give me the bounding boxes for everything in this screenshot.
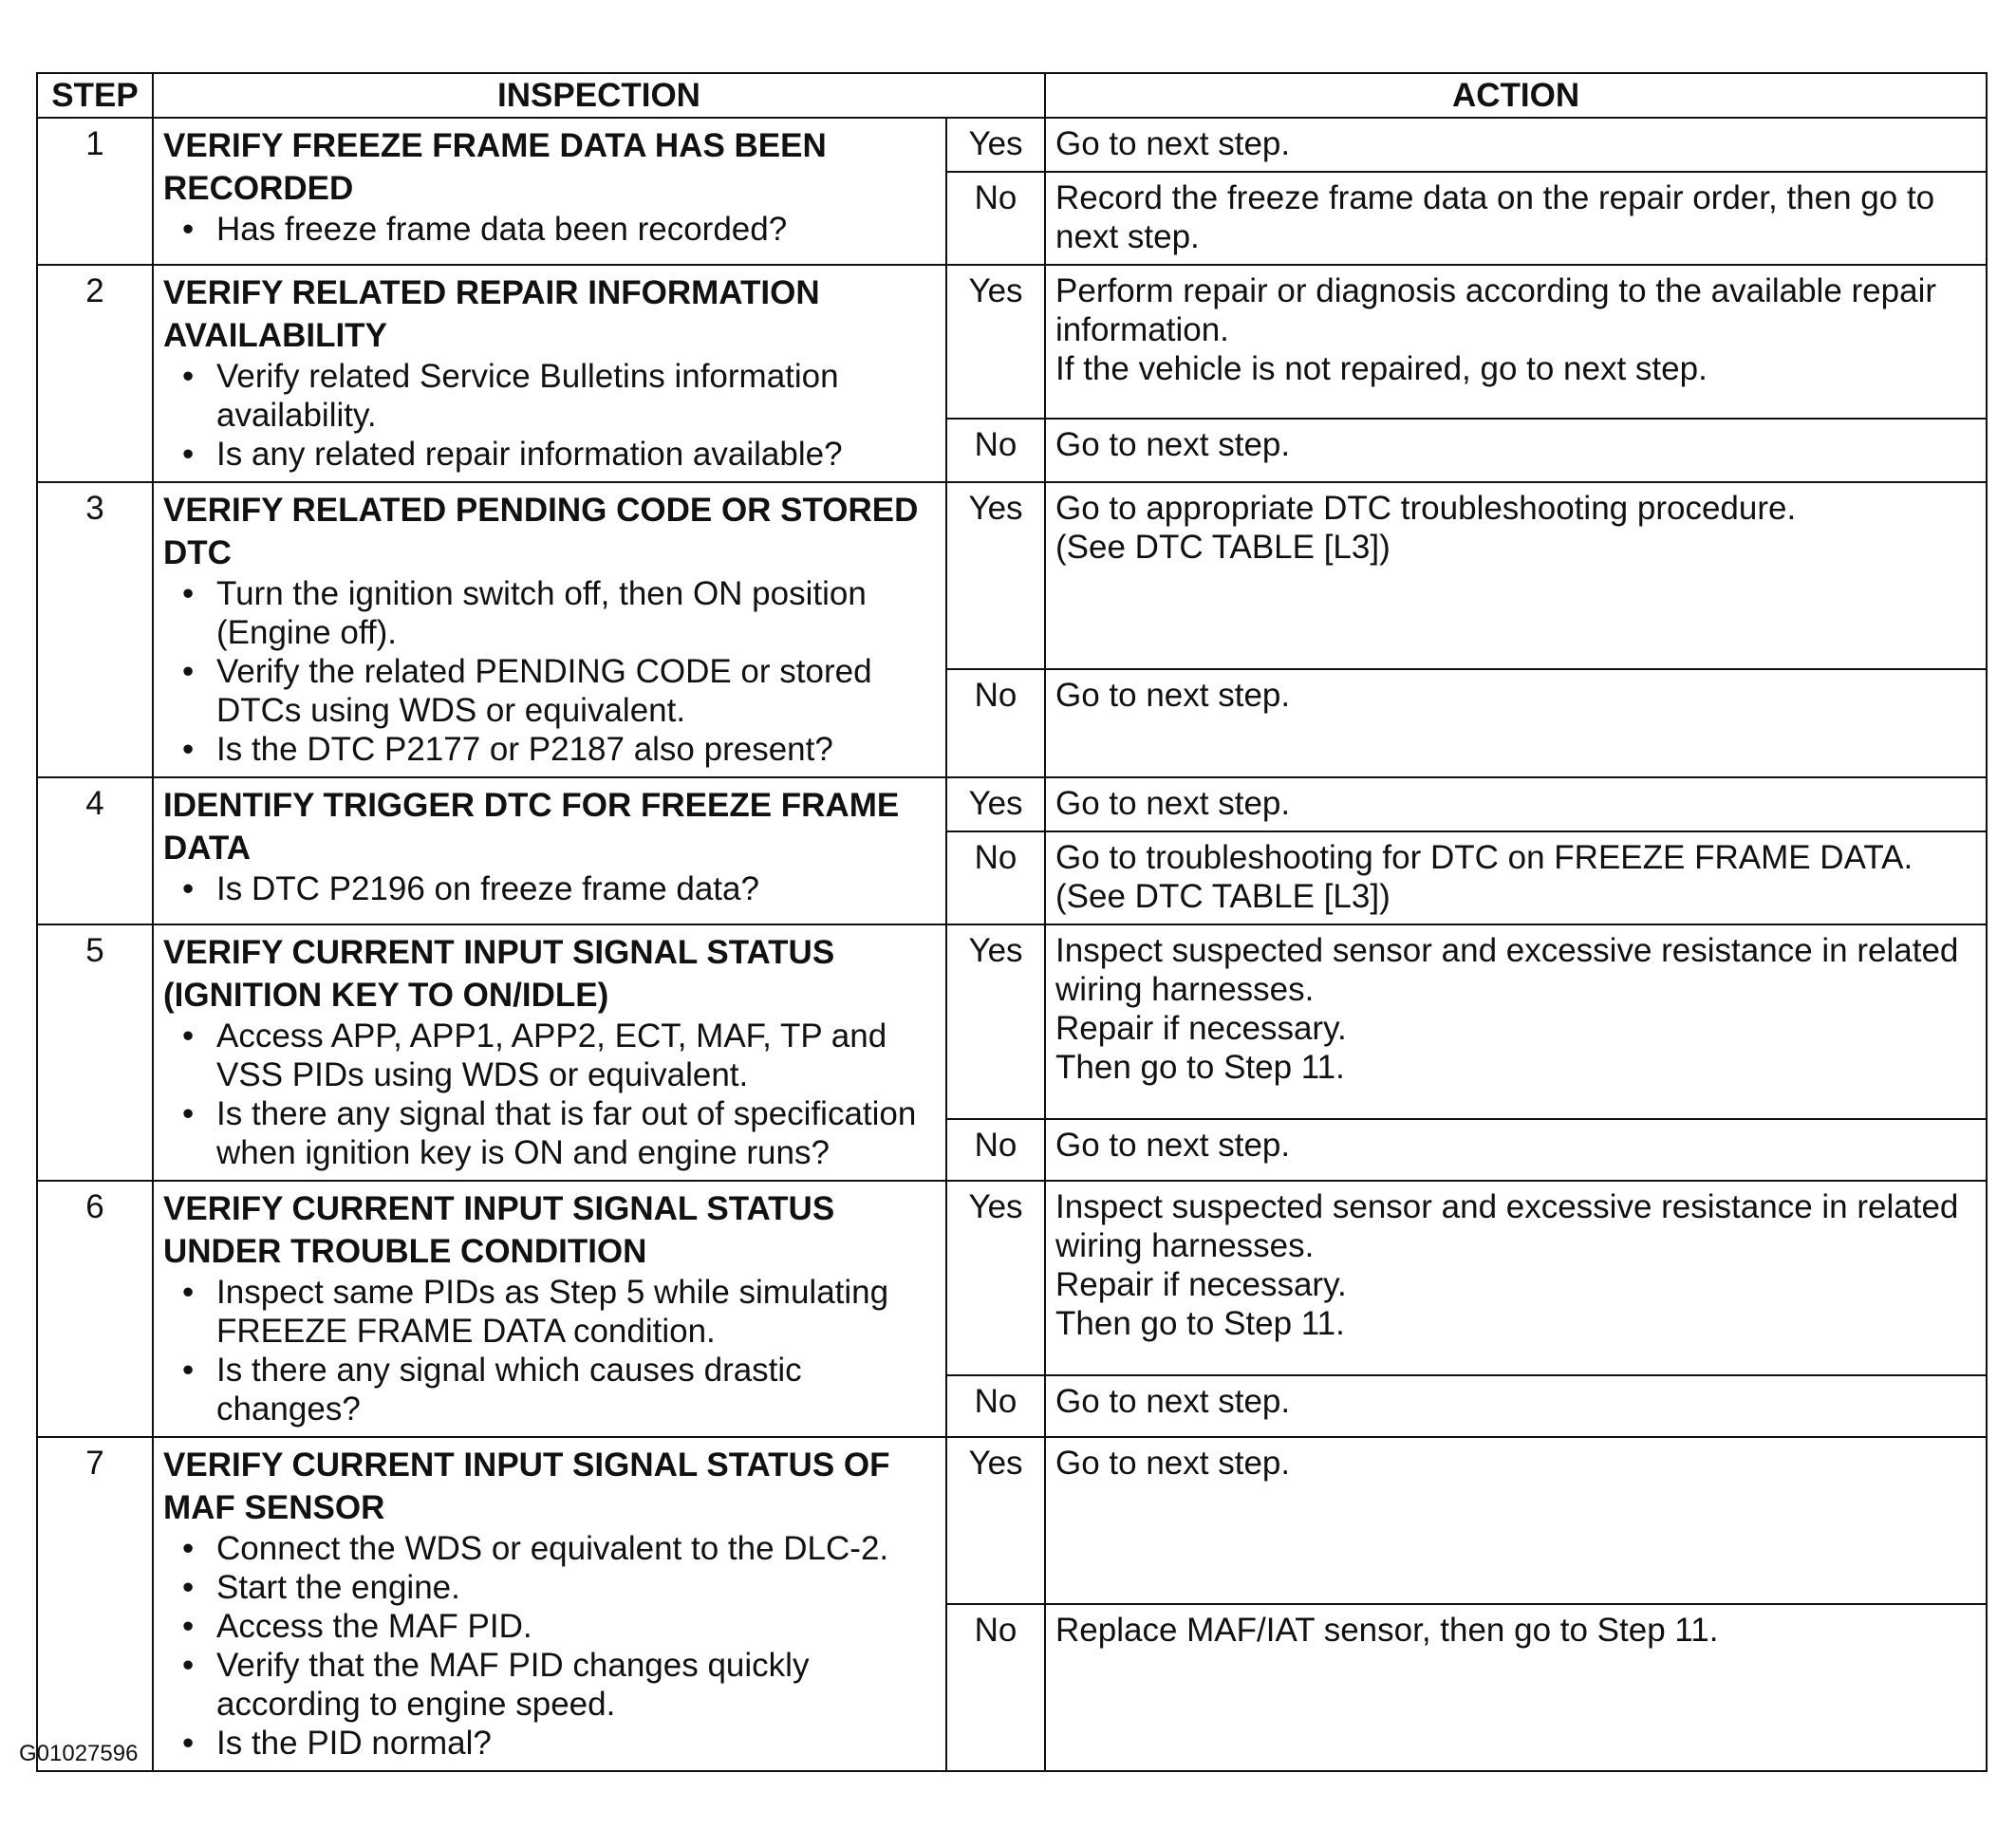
action-line: Repair if necessary. xyxy=(1055,1010,1347,1047)
inspection-bullets xyxy=(163,210,936,249)
action-line: Inspect suspected sensor and excessive resistance in related wiring harnesses. xyxy=(1055,932,1959,1008)
yes-action xyxy=(1045,265,1987,419)
yes-action xyxy=(1045,1437,1987,1604)
diagnostic-table xyxy=(36,72,1988,1772)
inspection-cell xyxy=(153,1437,946,1771)
no-label: No xyxy=(946,1119,1045,1181)
no-label: No xyxy=(946,419,1045,482)
yes-action xyxy=(1045,482,1987,669)
yes-label: Yes xyxy=(946,777,1045,831)
inspection-title: VERIFY FREEZE FRAME DATA HAS BEEN RECORDED xyxy=(163,127,827,207)
no-action xyxy=(1045,1604,1987,1771)
inspection-title: IDENTIFY TRIGGER DTC FOR FREEZE FRAME DATA xyxy=(163,787,900,867)
no-action xyxy=(1045,419,1987,482)
inspection-bullet: • Has freeze frame data been recorded? xyxy=(163,210,936,249)
step-number: 5 xyxy=(37,924,153,1181)
inspection-bullet: • Inspect same PIDs as Step 5 while simulating FREEZE FRAME DATA condition. xyxy=(163,1273,936,1351)
no-action xyxy=(1045,831,1987,924)
no-action xyxy=(1045,669,1987,777)
table-header-row xyxy=(37,73,1987,118)
step-row-yes xyxy=(37,1181,1987,1375)
action-line: Go to next step. xyxy=(1055,1445,1291,1482)
inspection-bullets xyxy=(163,1017,936,1172)
step-number: 3 xyxy=(37,482,153,777)
inspection-bullet: • Verify that the MAF PID changes quickly according to engine speed. xyxy=(163,1646,936,1724)
yes-label: Yes xyxy=(946,265,1045,419)
inspection-title: VERIFY CURRENT INPUT SIGNAL STATUS (IGNITION KEY TO ON/IDLE) xyxy=(163,934,835,1014)
inspection-bullet: • Is DTC P2196 on freeze frame data? xyxy=(163,869,936,908)
header-action: ACTION xyxy=(1045,73,1987,118)
yes-label: Yes xyxy=(946,1437,1045,1604)
step-row-yes xyxy=(37,924,1987,1119)
action-line: Replace MAF/IAT sensor, then go to Step 11. xyxy=(1055,1612,1719,1649)
yes-action xyxy=(1045,924,1987,1119)
header-step: STEP xyxy=(37,73,153,118)
inspection-cell xyxy=(153,482,946,777)
step-row-yes xyxy=(37,482,1987,669)
action-line: Go to next step. xyxy=(1055,1383,1291,1421)
yes-label: Yes xyxy=(946,482,1045,669)
header-inspection: INSPECTION xyxy=(153,73,1045,118)
action-line: Go to next step. xyxy=(1055,426,1291,464)
action-line: Perform repair or diagnosis according to the available repair information. xyxy=(1055,272,1936,348)
action-line: Go to appropriate DTC troubleshooting procedure. xyxy=(1055,490,1797,527)
inspection-bullet: • Verify related Service Bulletins information availability. xyxy=(163,357,936,435)
inspection-cell xyxy=(153,265,946,482)
inspection-bullets xyxy=(163,574,936,769)
inspection-bullet: • Verify the related PENDING CODE or stored DTCs using WDS or equivalent. xyxy=(163,652,936,730)
step-row-yes xyxy=(37,118,1987,172)
no-label: No xyxy=(946,1375,1045,1437)
inspection-bullet: • Is the DTC P2177 or P2187 also present? xyxy=(163,730,936,769)
inspection-bullet: • Turn the ignition switch off, then ON position (Engine off). xyxy=(163,574,936,652)
inspection-bullet: • Is the PID normal? xyxy=(163,1724,936,1763)
inspection-title: VERIFY CURRENT INPUT SIGNAL STATUS OF MAF SENSOR xyxy=(163,1446,890,1526)
no-action xyxy=(1045,172,1987,265)
action-line: Go to next step. xyxy=(1055,1127,1291,1165)
inspection-cell xyxy=(153,777,946,924)
inspection-bullets xyxy=(163,1273,936,1428)
no-label: No xyxy=(946,669,1045,777)
step-row-yes xyxy=(37,1437,1987,1604)
action-line: Go to next step. xyxy=(1055,676,1291,714)
inspection-bullets xyxy=(163,869,936,908)
step-number: 2 xyxy=(37,265,153,482)
inspection-bullet: • Connect the WDS or equivalent to the DLC-2. xyxy=(163,1529,936,1568)
inspection-cell xyxy=(153,1181,946,1437)
no-action xyxy=(1045,1119,1987,1181)
step-number: 7 xyxy=(37,1437,153,1771)
inspection-title: VERIFY RELATED REPAIR INFORMATION AVAILABILITY xyxy=(163,274,820,354)
step-row-yes xyxy=(37,265,1987,419)
step-number: 4 xyxy=(37,777,153,924)
step-number: 6 xyxy=(37,1181,153,1437)
action-line: Record the freeze frame data on the repair order, then go to next step. xyxy=(1055,179,1935,255)
inspection-bullets xyxy=(163,1529,936,1763)
inspection-title: VERIFY CURRENT INPUT SIGNAL STATUS UNDER TROUBLE CONDITION xyxy=(163,1190,835,1270)
action-line: Go to next step. xyxy=(1055,785,1291,822)
inspection-cell xyxy=(153,118,946,265)
action-line: Repair if necessary. xyxy=(1055,1266,1347,1303)
inspection-bullet: • Is there any signal that is far out of specification when ignition key is ON and engine runs? xyxy=(163,1094,936,1172)
action-line: If the vehicle is not repaired, go to next step. xyxy=(1055,350,1708,387)
table-body xyxy=(37,118,1987,1771)
inspection-cell xyxy=(153,924,946,1181)
no-label: No xyxy=(946,1604,1045,1771)
action-line: Go to next step. xyxy=(1055,125,1291,162)
no-label: No xyxy=(946,172,1045,265)
yes-action xyxy=(1045,1181,1987,1375)
yes-label: Yes xyxy=(946,924,1045,1119)
diagnostic-procedure-sheet xyxy=(36,72,1986,1772)
yes-action xyxy=(1045,777,1987,831)
step-number: 1 xyxy=(37,118,153,265)
inspection-bullet: • Is any related repair information available? xyxy=(163,435,936,474)
action-line: Go to troubleshooting for DTC on FREEZE FRAME DATA. xyxy=(1055,839,1913,876)
figure-id: G01027596 xyxy=(19,1741,139,1766)
step-row-yes xyxy=(37,777,1987,831)
no-action xyxy=(1045,1375,1987,1437)
yes-label: Yes xyxy=(946,1181,1045,1375)
action-line: (See DTC TABLE [L3]) xyxy=(1055,529,1391,566)
inspection-bullet: • Is there any signal which causes drastic changes? xyxy=(163,1351,936,1428)
inspection-bullet: • Access APP, APP1, APP2, ECT, MAF, TP and VSS PIDs using WDS or equivalent. xyxy=(163,1017,936,1094)
no-label: No xyxy=(946,831,1045,924)
inspection-bullet: • Start the engine. xyxy=(163,1568,936,1607)
inspection-bullet: • Access the MAF PID. xyxy=(163,1607,936,1646)
action-line: Then go to Step 11. xyxy=(1055,1049,1345,1086)
inspection-bullets xyxy=(163,357,936,474)
action-line: (See DTC TABLE [L3]) xyxy=(1055,878,1391,915)
yes-action xyxy=(1045,118,1987,172)
action-line: Inspect suspected sensor and excessive resistance in related wiring harnesses. xyxy=(1055,1188,1959,1264)
action-line: Then go to Step 11. xyxy=(1055,1305,1345,1342)
inspection-title: VERIFY RELATED PENDING CODE OR STORED DTC xyxy=(163,492,919,571)
yes-label: Yes xyxy=(946,118,1045,172)
